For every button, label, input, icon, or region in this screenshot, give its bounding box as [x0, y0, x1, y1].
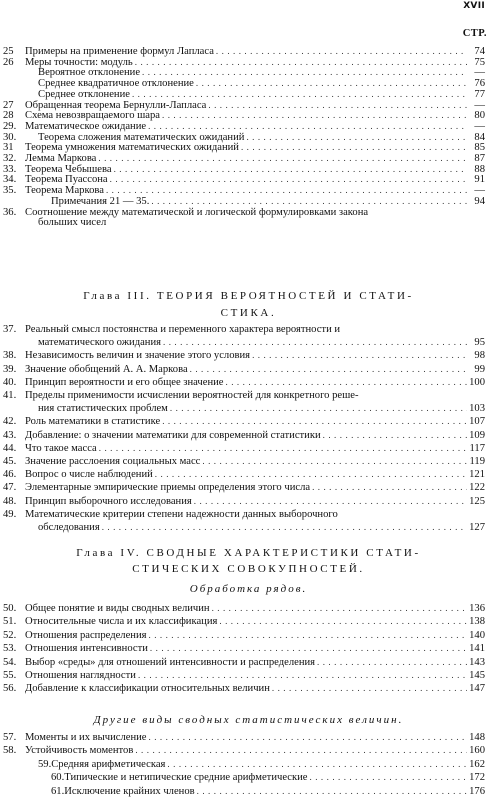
leader-dots	[202, 455, 467, 468]
toc-entry-body	[25, 389, 485, 402]
toc-entry-body	[25, 642, 485, 655]
leader-dots	[310, 771, 467, 784]
toc-entry-title: больших чисел	[38, 217, 107, 229]
toc-entry-body	[25, 682, 485, 695]
toc-entry-page: 99	[474, 363, 485, 375]
toc-entry-title: Теорема Маркова	[25, 185, 104, 197]
toc-entry-title: Принцип выборочного исследования	[25, 495, 192, 507]
leader-dots	[149, 629, 468, 642]
toc-entry-page: 80	[474, 110, 485, 122]
toc-entry-body	[25, 455, 485, 468]
leader-dots	[163, 336, 467, 349]
toc-entry-page: 141	[469, 643, 485, 655]
toc-entry-number: 57.	[3, 732, 17, 743]
toc-entry	[0, 468, 497, 481]
toc-entry-title: ния статистических проблем	[38, 403, 168, 415]
toc-entry-page: 76	[474, 78, 485, 90]
toc-entry-page: —	[474, 67, 485, 79]
toc-entry-title: Реальный смысл постоянства и переменного характера вероятности и	[25, 324, 341, 335]
toc-entry-number: 45.	[3, 456, 17, 467]
toc-entry	[0, 442, 497, 455]
toc-entry-title: Теорема умножения математических ожиданий	[25, 142, 239, 154]
leader-dots	[150, 642, 467, 655]
toc-entry-page: 172	[469, 772, 485, 784]
toc-entry-page: 121	[469, 469, 485, 481]
toc-entry	[0, 669, 497, 682]
toc-entry	[0, 656, 497, 669]
toc-entry-body	[25, 629, 485, 642]
toc-entry-title: Роль математики в статистике	[25, 416, 161, 428]
toc-entry-number: 53.	[3, 643, 17, 655]
toc-entry-body	[25, 429, 485, 442]
leader-dots	[323, 429, 467, 442]
toc-entry-title: Выбор «среды» для отношений интенсивности и распределения	[25, 656, 316, 668]
toc-entry-page: 145	[469, 670, 485, 681]
leader-dots	[272, 682, 467, 695]
toc-entry-title: Лемма Маркова	[25, 153, 97, 164]
toc-entry-page: 103	[469, 403, 485, 415]
toc-entry-number: 49.	[3, 508, 17, 520]
toc-entry	[0, 615, 497, 628]
toc-entry-number: 55.	[3, 670, 17, 681]
toc-entry-title: Соотношение между математической и логической формулировками закона	[25, 206, 369, 218]
toc-entry-title: 60.Типические и нетипические средние арифметические	[51, 772, 308, 784]
toc-entry-body	[51, 771, 485, 784]
toc-entry	[0, 642, 497, 655]
toc-entry-number: 27	[3, 99, 14, 111]
leader-dots	[194, 495, 467, 508]
toc-entry-title: Вероятное отклонение	[38, 67, 141, 79]
leader-dots	[212, 602, 467, 615]
toc-entry-title: Что такое масса	[25, 442, 97, 454]
toc-entry-body	[38, 758, 485, 771]
toc-entry	[0, 495, 497, 508]
toc-entry-title: Примеры на применение формул Лапласа	[25, 46, 214, 57]
toc-entry-body	[25, 376, 485, 389]
toc-entry-body	[51, 785, 485, 798]
toc-entry	[0, 415, 497, 428]
toc-entry-title: Общее понятие и виды сводных величин	[25, 603, 210, 614]
toc-entry-title: обследования	[38, 522, 100, 533]
toc-entry-page: 75	[474, 56, 485, 68]
toc-entry	[0, 363, 497, 376]
toc-entry	[0, 521, 497, 534]
toc-entry-number: 25	[3, 46, 14, 57]
leader-dots	[252, 349, 467, 362]
toc-entry	[0, 429, 497, 442]
leader-dots	[317, 656, 467, 669]
toc-entry-title: Среднее отклонение	[38, 88, 130, 100]
toc-entry	[0, 455, 497, 468]
toc-entry-title: Значение обобщений А. А. Маркова	[25, 363, 188, 375]
chapter-4-title-line2: СТИЧЕСКИХ СОВОКУПНОСТЕЙ.	[132, 563, 365, 575]
toc-entry-title: Добавление к классификации относительных величин	[25, 683, 270, 695]
toc-entry	[0, 758, 497, 771]
toc-entry-body	[38, 336, 485, 349]
toc-entry-number: 26	[3, 56, 14, 68]
toc-entry-body	[25, 481, 485, 494]
toc-entry-page: 143	[469, 656, 485, 668]
toc-entry-number: 40.	[3, 376, 17, 388]
toc-entry-title: Отношения распределения	[25, 629, 147, 641]
toc-entry-title: Математическое ожидание	[25, 120, 147, 132]
toc-entry-number: 54.	[3, 656, 17, 668]
chapter-4-subheading: Обработка рядов.	[189, 583, 308, 595]
toc-entry	[0, 402, 497, 415]
toc-entry	[0, 216, 497, 229]
toc-entry-title: Относительные числа и их классификация	[25, 616, 218, 628]
toc-entry-title: Добавление: о значении математики для современной статистики	[25, 429, 321, 441]
toc-entry-page: 77	[474, 88, 485, 100]
toc-entry-page: 94	[474, 195, 485, 207]
toc-entry-body	[25, 508, 485, 521]
toc-entry-page: 88	[474, 163, 485, 175]
leader-dots	[135, 744, 467, 757]
toc-entry-page: 147	[469, 683, 485, 695]
toc-entry-title: Элементарные эмпирические приемы определения этого числа	[25, 482, 311, 494]
toc-entry-title: Моменты и их вычисление	[25, 732, 147, 743]
toc-entry	[0, 376, 497, 389]
chapter-4-title-line1: Глава IV. СВОДНЫЕ ХАРАКТЕРИСТИКИ СТАТИ-	[76, 547, 421, 559]
toc-entry-page: 136	[469, 603, 485, 614]
toc-entry-number: 51.	[3, 616, 17, 628]
toc-entry-number: 48.	[3, 495, 17, 507]
toc-entry-page: 91	[474, 174, 485, 186]
toc-entry-number: 30.	[3, 131, 17, 143]
toc-entry-number: 50.	[3, 603, 17, 614]
toc-entry-number: 33.	[3, 163, 17, 175]
toc-entry-number: 39.	[3, 363, 17, 375]
toc-entry	[0, 731, 497, 744]
toc-entry	[0, 336, 497, 349]
chapter-3-title-line1: Глава III. ТЕОРИЯ ВЕРОЯТНОСТЕЙ И СТАТИ-	[83, 290, 414, 302]
toc-entry-number: 44.	[3, 442, 17, 454]
toc-entry-page: 119	[469, 456, 485, 467]
toc-entry-body	[25, 442, 485, 455]
toc-entry-number: 36.	[3, 206, 17, 218]
toc-entry-page: —	[474, 120, 485, 132]
toc-entry-title: математического ожидания	[38, 337, 162, 349]
toc-entry-number: 35.	[3, 185, 17, 197]
toc-entry-title: Меры точности: модуль	[25, 56, 133, 68]
toc-entry	[0, 481, 497, 494]
toc-entry	[0, 389, 497, 402]
toc-entry-title: Теорема Чебышева	[25, 163, 112, 175]
toc-entry-page: 100	[469, 376, 485, 388]
toc-entry-number: 58.	[3, 745, 17, 757]
leader-dots	[167, 758, 467, 771]
toc-entry-body	[25, 363, 485, 376]
toc-entry-title: Среднее квадратичное отклонение	[38, 78, 194, 90]
toc-entry-page: 95	[474, 337, 485, 349]
toc-entry-page: 148	[469, 732, 485, 743]
toc-entry	[0, 323, 497, 336]
toc-entry-body	[25, 349, 485, 362]
toc-entry-page: 107	[469, 416, 485, 428]
toc-entry-number: 56.	[3, 683, 17, 695]
leader-dots	[102, 521, 467, 534]
toc-entry-title: Теорема Пуассона	[25, 174, 108, 186]
toc-entry-body	[38, 521, 485, 534]
toc-entry-title: Математические критерии степени надежности данных выборочного	[25, 508, 338, 520]
toc-entry-title: Принцип вероятности и его общее значение	[25, 376, 224, 388]
toc-entry-page: 117	[469, 442, 485, 454]
leader-dots	[190, 363, 467, 376]
toc-entry-body	[25, 415, 485, 428]
toc-entry-title: 59.Средняя арифметическая	[38, 758, 166, 770]
toc-entry-page: 98	[474, 350, 485, 362]
toc-entry-number: 34.	[3, 174, 17, 186]
toc-entry	[0, 508, 497, 521]
chapter-3-title-line2: СТИКА.	[220, 307, 277, 319]
toc-entry-number: 52.	[3, 629, 17, 641]
leader-dots	[170, 402, 467, 415]
toc-entry-body	[38, 402, 485, 415]
leader-dots	[219, 615, 467, 628]
toc-entry	[0, 771, 497, 784]
toc-entry	[0, 629, 497, 642]
toc-entry-number: 31	[3, 142, 14, 154]
toc-entry	[0, 744, 497, 757]
toc-entry-page: 162	[469, 758, 485, 770]
toc-entry-number: 37.	[3, 324, 17, 335]
toc-entry-title: Вопрос о числе наблюдений	[25, 469, 153, 481]
toc-entry-body	[25, 656, 485, 669]
toc-entry-title: Отношения интенсивности	[25, 643, 148, 655]
leader-dots	[197, 785, 467, 798]
toc-entry-body	[25, 615, 485, 628]
toc-entry-title: Пределы применимости исчислении вероятностей для конкретного реше-	[25, 390, 359, 401]
toc-entry-body	[25, 323, 485, 336]
toc-entry-page: 125	[469, 495, 485, 507]
toc-entry-number: 41.	[3, 390, 17, 401]
leader-dots	[138, 669, 467, 682]
toc-entry-number: 47.	[3, 482, 17, 494]
toc-entry-page: 176	[469, 785, 485, 797]
toc-entry-page: 127	[469, 522, 485, 533]
toc-entry-body	[25, 495, 485, 508]
toc-entry-number: 43.	[3, 429, 17, 441]
toc-entry-number: 38.	[3, 350, 17, 362]
toc-entry-body	[38, 216, 485, 229]
toc-entry-title: Значение расслоения социальных масс	[25, 456, 201, 467]
toc-entry-page: 87	[474, 153, 485, 164]
toc-entry-page: 160	[469, 745, 485, 757]
leader-dots	[226, 376, 467, 389]
toc-entry-page: 85	[474, 142, 485, 154]
toc-entry-body	[25, 731, 485, 744]
toc-entry-title: Теорема сложения математических ожиданий	[38, 131, 245, 143]
leader-dots	[162, 415, 467, 428]
toc-entry-number: 28	[3, 110, 14, 122]
toc-entry-page: 122	[469, 482, 485, 494]
leader-dots	[99, 442, 467, 455]
toc-entry	[0, 602, 497, 615]
toc-entry-page: 84	[474, 131, 485, 143]
toc-entry-title: Отношения наглядности	[25, 670, 136, 681]
toc-entry-number: 32.	[3, 153, 17, 164]
toc-entry-body	[25, 602, 485, 615]
toc-entry	[0, 785, 497, 798]
leader-dots	[155, 468, 467, 481]
toc-entry-page: 140	[469, 629, 485, 641]
toc-entry-page: 109	[469, 429, 485, 441]
toc-entry-title: Обращенная теорема Бернулли-Лапласа	[25, 99, 207, 111]
toc-entry	[0, 682, 497, 695]
toc-entry-title: Независимость величин и значение этого условия	[25, 350, 251, 362]
toc-entry-number: 29.	[3, 120, 17, 132]
toc-entry-number: 42.	[3, 416, 17, 428]
leader-dots	[149, 731, 467, 744]
page-number-roman: XVII	[463, 1, 485, 11]
toc-entry	[0, 349, 497, 362]
section-subheading: Другие виды сводных статистических величин.	[93, 714, 404, 726]
toc-entry-number: 46.	[3, 469, 17, 481]
toc-entry-page: —	[474, 99, 485, 111]
leader-dots	[312, 481, 467, 494]
toc-entry-body	[25, 744, 485, 757]
toc-entry-page: 138	[469, 616, 485, 628]
toc-entry-title: Устойчивость моментов	[25, 745, 134, 757]
toc-entry-title: 61.Исключение крайних членов	[51, 785, 195, 797]
toc-entry-page: —	[474, 185, 485, 197]
toc-entry-title: Схема невозвращаемого шара	[25, 110, 161, 122]
toc-entry-body	[25, 468, 485, 481]
toc-entry-body	[25, 669, 485, 682]
toc-entry-title: Примечания 21 — 35.	[51, 195, 150, 207]
page-column-label: СТР.	[462, 28, 487, 39]
toc-entry-page: 74	[474, 46, 485, 57]
